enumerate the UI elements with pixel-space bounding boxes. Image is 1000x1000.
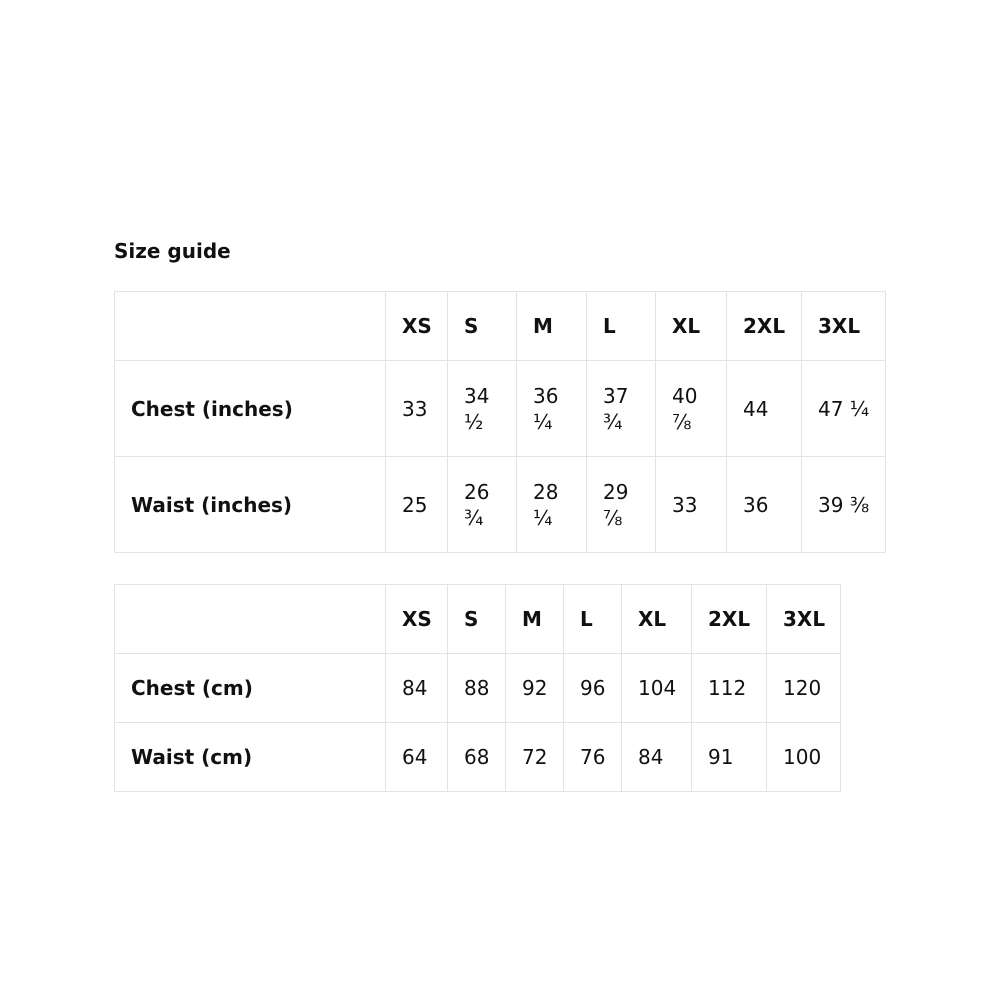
table-cell: 96 — [564, 654, 622, 723]
table-cell: 104 — [622, 654, 692, 723]
table-cell: 64 — [386, 723, 448, 792]
table-cell: 36 ¼ — [517, 361, 587, 457]
size-header-s: S — [448, 585, 506, 654]
table-cell: 112 — [692, 654, 767, 723]
size-header-3xl: 3XL — [802, 292, 886, 361]
table-cell: 40 ⅞ — [656, 361, 727, 457]
size-header-xl: XL — [622, 585, 692, 654]
size-header-2xl: 2XL — [692, 585, 767, 654]
size-header-s: S — [448, 292, 517, 361]
row-label: Chest (inches) — [115, 361, 386, 457]
size-header-l: L — [564, 585, 622, 654]
size-header-3xl: 3XL — [767, 585, 841, 654]
table-cell: 34 ½ — [448, 361, 517, 457]
corner-cell — [115, 292, 386, 361]
table-cell: 39 ⅜ — [802, 457, 886, 553]
table-cell: 26 ¾ — [448, 457, 517, 553]
size-header-xl: XL — [656, 292, 727, 361]
size-header-xs: XS — [386, 585, 448, 654]
size-header-xs: XS — [386, 292, 448, 361]
table-cell: 88 — [448, 654, 506, 723]
table-cell: 84 — [386, 654, 448, 723]
header-row — [115, 585, 841, 654]
table-cell: 72 — [506, 723, 564, 792]
size-table-inches — [114, 291, 886, 553]
size-table-cm — [114, 584, 841, 792]
table-cell: 37 ¾ — [587, 361, 656, 457]
table-cell: 84 — [622, 723, 692, 792]
size-header-l: L — [587, 292, 656, 361]
table-cell: 91 — [692, 723, 767, 792]
row-label: Waist (inches) — [115, 457, 386, 553]
table-row — [115, 723, 841, 792]
table-cell: 29 ⅞ — [587, 457, 656, 553]
size-header-2xl: 2XL — [727, 292, 802, 361]
table-row — [115, 361, 886, 457]
size-header-m: M — [506, 585, 564, 654]
header-row — [115, 292, 886, 361]
corner-cell — [115, 585, 386, 654]
row-label: Chest (cm) — [115, 654, 386, 723]
table-cell: 100 — [767, 723, 841, 792]
table-row — [115, 654, 841, 723]
table-row — [115, 457, 886, 553]
table-cell: 76 — [564, 723, 622, 792]
table-cell: 120 — [767, 654, 841, 723]
size-header-m: M — [517, 292, 587, 361]
table-cell: 36 — [727, 457, 802, 553]
table-cell: 33 — [656, 457, 727, 553]
table-cell: 25 — [386, 457, 448, 553]
page-title: Size guide — [114, 239, 231, 263]
table-cell: 47 ¼ — [802, 361, 886, 457]
table-cell: 33 — [386, 361, 448, 457]
table-cell: 44 — [727, 361, 802, 457]
row-label: Waist (cm) — [115, 723, 386, 792]
table-cell: 68 — [448, 723, 506, 792]
table-cell: 28 ¼ — [517, 457, 587, 553]
table-cell: 92 — [506, 654, 564, 723]
